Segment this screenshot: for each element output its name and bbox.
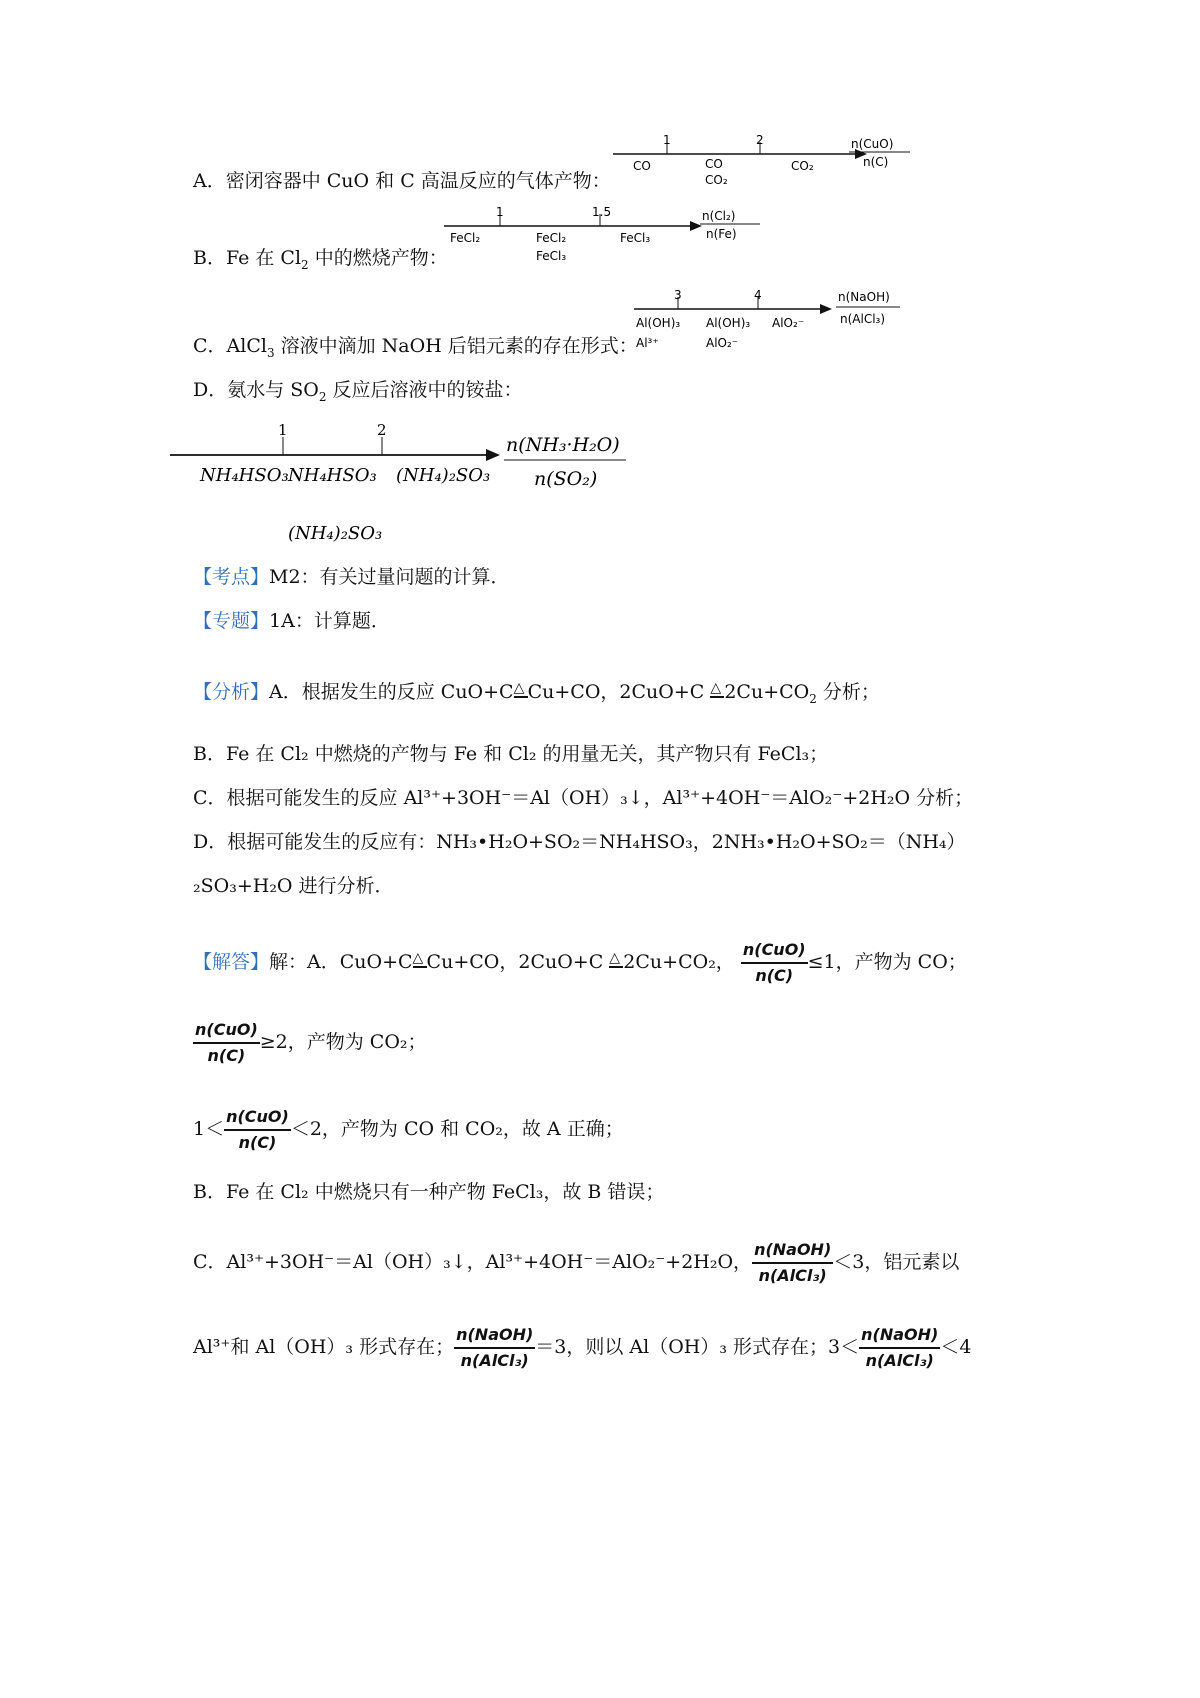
diagram-c-ratio-den: n(AlCl₃) (840, 312, 886, 326)
jieda-line-a2: $\frac{\text{n(CuO)}}{n(C)}$ ≥2，产物为 CO₂； (195, 1020, 427, 1065)
diagram-a-region-2b: CO₂ (705, 173, 728, 187)
diagram-a-region-3: CO₂ (791, 159, 814, 173)
kaodian-tag: 【考点】 (193, 566, 270, 588)
ratio-naoh-alcl3: $\frac{\text{n(NaOH)}}{\text{n(AlCl₃)}}$ (754, 1240, 832, 1285)
diagram-c-region-2b: AlO₂⁻ (706, 336, 739, 350)
diagram-d-region-2: NH₄HSO₃ (288, 465, 377, 486)
diagram-a-region-1: CO (633, 159, 651, 173)
jieda-line-c2: Al³⁺和 Al（OH）₃ 形式存在； $\frac{\text{n(NaOH)}}{\text{n(AlCl₃)}}$ ＝3，则以 Al（OH）₃ 形式存在；3＜ $\frac{\text{n(NaOH)}}{\text{n(AlCl₃)}}$ ＜4 (193, 1325, 972, 1370)
diagram-d-region-1: NH₄HSO₃ (200, 465, 289, 486)
diagram-c-region-3: AlO₂⁻ (772, 316, 805, 330)
diagram-c-tick-2: 4 (754, 288, 762, 302)
diagram-b-region-1: FeCl₂ (450, 231, 481, 245)
diagram-a-ratio-num: n(CuO) (851, 137, 894, 151)
diagram-a (605, 130, 915, 192)
diagram-b-tick-1: 1 (496, 205, 504, 219)
diagram-c-ratio-num: n(NaOH) (838, 290, 890, 304)
diagram-d-tick-1: 1 (278, 421, 288, 439)
diagram-b-region-3: FeCl₃ (620, 231, 651, 245)
diagram-a-tick-2: 2 (756, 133, 764, 147)
fenxi-line-d1: D．根据可能发生的反应有：NH₃•H₂O+SO₂＝NH₄HSO₃，2NH₃•H₂O+SO₂＝（NH₄） (193, 831, 966, 853)
jieda-tag: 【解答】 (193, 951, 270, 973)
diagram-b-tick-2: 1.5 (592, 205, 612, 219)
ratio-cuo-c: $\frac{\text{n(CuO)}}{n(C)}$ (195, 1020, 258, 1065)
option-c-text: C．AlCl$_3$ 溶液中滴加 NaOH 后铝元素的存在形式： (193, 335, 638, 360)
jieda-line-b: B．Fe 在 Cl₂ 中燃烧只有一种产物 FeCl₃，故 B 错误； (193, 1181, 665, 1203)
diagram-c-region-2: Al(OH)₃ (706, 316, 751, 330)
diagram-d-region-3: (NH₄)₂SO₃ (396, 465, 491, 486)
diagram-b (440, 200, 785, 272)
option-b-text: B．Fe 在 $Cl_2$ 中的燃烧产物： (193, 247, 448, 272)
ratio-naoh-alcl3: $\frac{\text{n(NaOH)}}{\text{n(AlCl₃)}}$ (861, 1325, 939, 1370)
ratio-cuo-c: $\frac{\text{n(CuO)}}{n(C)}$ (226, 1107, 289, 1152)
diagram-c-region-1: Al(OH)₃ (636, 316, 681, 330)
fenxi-line-d2: ₂SO₃+H₂O 进行分析． (193, 875, 394, 897)
zhuanti-line: 【专题】1A：计算题． (193, 610, 390, 632)
ratio-naoh-alcl3: $\frac{\text{n(NaOH)}}{\text{n(AlCl₃)}}$ (456, 1325, 534, 1370)
diagram-d-ratio-num: n(NH₃·H₂O) (506, 434, 620, 456)
option-a-text: A．密闭容器中 CuO 和 C 高温反应的气体产物： (193, 170, 611, 192)
diagram-b-ratio-den: n(Fe) (706, 227, 737, 241)
zhuanti-tag: 【专题】 (193, 610, 270, 632)
diagram-c-tick-1: 3 (674, 288, 682, 302)
diagram-d (168, 415, 638, 555)
ratio-cuo-c: $\frac{\text{n(CuO)}}{n(C)}$ (742, 940, 806, 985)
diagram-b-region-2b: FeCl₃ (536, 249, 567, 263)
jieda-line-a3: 1＜ $\frac{\text{n(CuO)}}{n(C)}$ ＜2，产物为 CO 和 CO₂，故 A 正确； (193, 1107, 624, 1152)
jieda-line-a: 【解答】解：A．CuO+C △ Cu+CO，2CuO+C △ 2Cu+CO₂， $\frac{\text{n(CuO)}}{n(C)}$ ≤1，产物为 CO； (193, 940, 967, 985)
diagram-a-ratio-den: n(C) (863, 155, 889, 169)
kaodian-line: 【考点】M2：有关过量问题的计算． (193, 566, 510, 588)
diagram-d-tick-2: 2 (377, 421, 387, 439)
diagram-b-ratio-num: n(Cl₂) (702, 209, 736, 223)
diagram-d-region-2b: (NH₄)₂SO₃ (288, 523, 383, 544)
fenxi-line-c: C．根据可能发生的反应 Al³⁺+3OH⁻＝Al（OH）₃↓，Al³⁺+4OH⁻＝AlO₂⁻+2H₂O 分析； (193, 787, 974, 809)
diagram-c (630, 285, 910, 360)
diagram-a-tick-1: 1 (663, 133, 671, 147)
option-d-text: D．氨水与 $SO_2$ 反应后溶液中的铵盐： (193, 379, 523, 404)
fenxi-tag: 【分析】 (193, 681, 270, 703)
jieda-line-c1: C．Al³⁺+3OH⁻＝Al（OH）₃↓，Al³⁺+4OH⁻＝AlO₂⁻+2H₂O， $\frac{\text{n(NaOH)}}{\text{n(AlCl₃)}}$ ＜3，铝元素以 (193, 1240, 960, 1285)
fenxi-line-b: B．Fe 在 Cl₂ 中燃烧的产物与 Fe 和 Cl₂ 的用量无关，其产物只有 FeCl₃； (193, 743, 829, 765)
fenxi-line-a: 【分析】A．根据发生的反应 CuO+C △ Cu+CO，2CuO+C △ $2Cu+CO_2$ 分析； (193, 680, 880, 706)
diagram-c-region-1b: Al³⁺ (636, 336, 659, 350)
diagram-d-ratio-den: n(SO₂) (534, 468, 598, 490)
diagram-b-region-2: FeCl₂ (536, 231, 567, 245)
diagram-a-region-2: CO (705, 157, 723, 171)
